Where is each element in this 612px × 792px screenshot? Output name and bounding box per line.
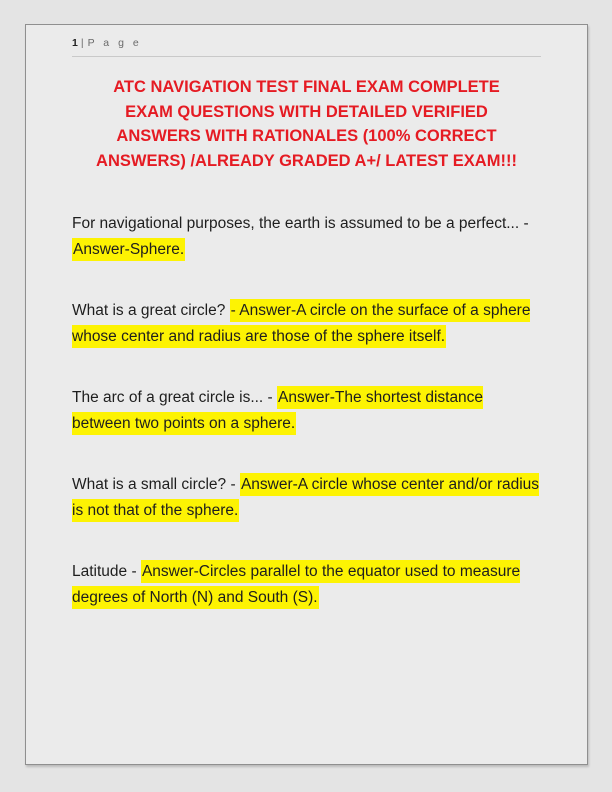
document-title-line: ANSWERS) /ALREADY GRADED A+/ LATEST EXAM!!! — [96, 151, 517, 170]
question-text: What is a small circle? - — [72, 476, 240, 493]
answer-highlight: - Answer-A circle on the surface of a sphere whose center and radius are those of the sphere itself. — [72, 299, 530, 348]
document-title-line: EXAM QUESTIONS WITH DETAILED VERIFIED — [125, 102, 488, 121]
header-separator: | — [80, 37, 84, 49]
document-title-line: ATC NAVIGATION TEST FINAL EXAM COMPLETE — [113, 78, 500, 96]
qa-paragraph — [72, 298, 541, 350]
qa-paragraph — [72, 211, 541, 263]
question-text: What is a great circle? — [72, 302, 230, 319]
qa-paragraph — [72, 472, 541, 524]
page-number: 1 — [72, 37, 78, 49]
question-text: The arc of a great circle is... - — [72, 389, 278, 406]
header-label: P a g e — [87, 37, 142, 49]
document-title — [72, 75, 541, 173]
answer-highlight: Answer-The shortest distance between two points on a sphere. — [72, 386, 483, 435]
qa-paragraph — [72, 559, 541, 611]
question-text: Latitude - — [72, 563, 141, 580]
qa-paragraph — [72, 385, 541, 437]
document-page — [25, 24, 588, 765]
document-title-line: ANSWERS WITH RATIONALES (100% CORRECT — [116, 127, 497, 145]
answer-highlight: Answer-Circles parallel to the equator used to measure degrees of North (N) and South (S). — [72, 560, 520, 609]
answer-highlight: Answer-A circle whose center and/or radius is not that of the sphere. — [72, 473, 539, 522]
page-header — [72, 37, 541, 57]
answer-highlight: Answer-Sphere. — [72, 238, 185, 261]
question-text: For navigational purposes, the earth is assumed to be a perfect... - — [72, 215, 529, 232]
